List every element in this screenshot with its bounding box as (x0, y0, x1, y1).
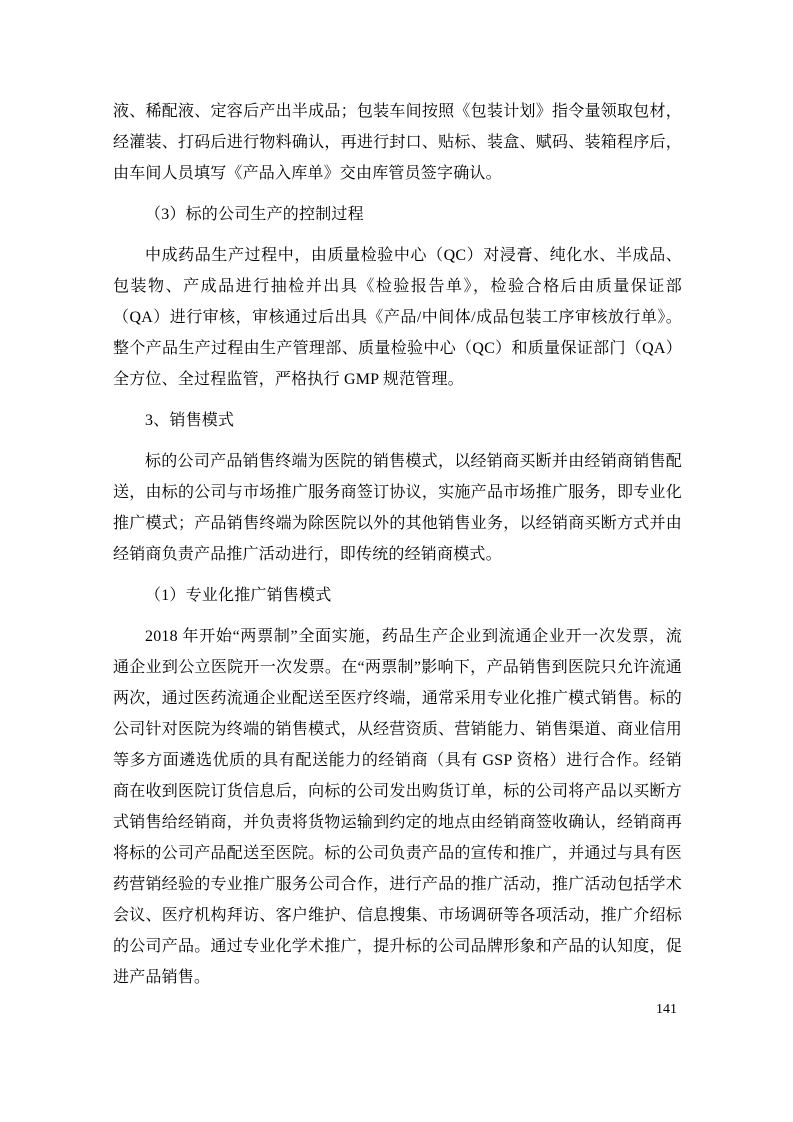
page-number: 141 (656, 1002, 677, 1017)
body-paragraph: 2018 年开始“两票制”全面实施，药品生产企业到流通企业开一次发票，流通企业到公立医院开一次发票。在“两票制”影响下，产品销售到医院只允许流通两次，通过医药流通企业配送至医疗终端，通常采用专业化推广模式销售。标的公司针对医院为终端的销售模式，从经营资质、营销能力、销售渠道、商业信用等多方面遴选优质的具有配送能力的经销商（具有 GSP 资格）进行合作。经销商在收到医院订货信息后，向标的公司发出购货订单，标的公司将产品以买断方式销售给经销商，并负责将货物运输到约定的地点由经销商签收确认，经销商再将标的公司产品配送至医院。标的公司负责产品的宣传和推广，并通过与具有医药营销经验的专业推广服务公司合作，进行产品的推广活动，推广活动包括学术会议、医疗机构拜访、客户维护、信息搜集、市场调研等各项活动，推广介绍标的公司产品。通过专业化学术推广，提升标的公司品牌形象和产品的认知度，促进产品销售。 (113, 628, 682, 986)
body-paragraph: 中成药品生产过程中，由质量检验中心（QC）对浸膏、纯化水、半成品、包装物、产成品进行抽检并出具《检验报告单》，检验合格后由质量保证部（QA）进行审核，审核通过后出具《产品/中间体/成品包装工序审核放行单》。整个产品生产过程由生产管理部、质量检验中心（QC）和质量保证部门（QA）全方位、全过程监管，严格执行 GMP 规范管理。 (113, 247, 682, 388)
section-heading: （3）标的公司生产的控制过程 (145, 206, 364, 223)
section-heading: （1）专业化推广销售模式 (145, 587, 332, 604)
section-heading: 3、销售模式 (145, 412, 235, 429)
document-body (113, 96, 682, 1003)
body-paragraph: 标的公司产品销售终端为医院的销售模式，以经销商买断并由经销商销售配送，由标的公司与市场推广服务商签订协议，实施产品市场推广服务，即专业化推广模式；产品销售终端为除医院以外的其他销售业务，以经销商买断方式并由经销商负责产品推广活动进行，即传统的经销商模式。 (113, 453, 682, 563)
body-paragraph: 液、稀配液、定容后产出半成品；包装车间按照《包装计划》指令量领取包材，经灌装、打码后进行物料确认，再进行封口、贴标、装盒、赋码、装箱程序后，由车间人员填写《产品入库单》交由库管员签字确认。 (113, 103, 682, 182)
